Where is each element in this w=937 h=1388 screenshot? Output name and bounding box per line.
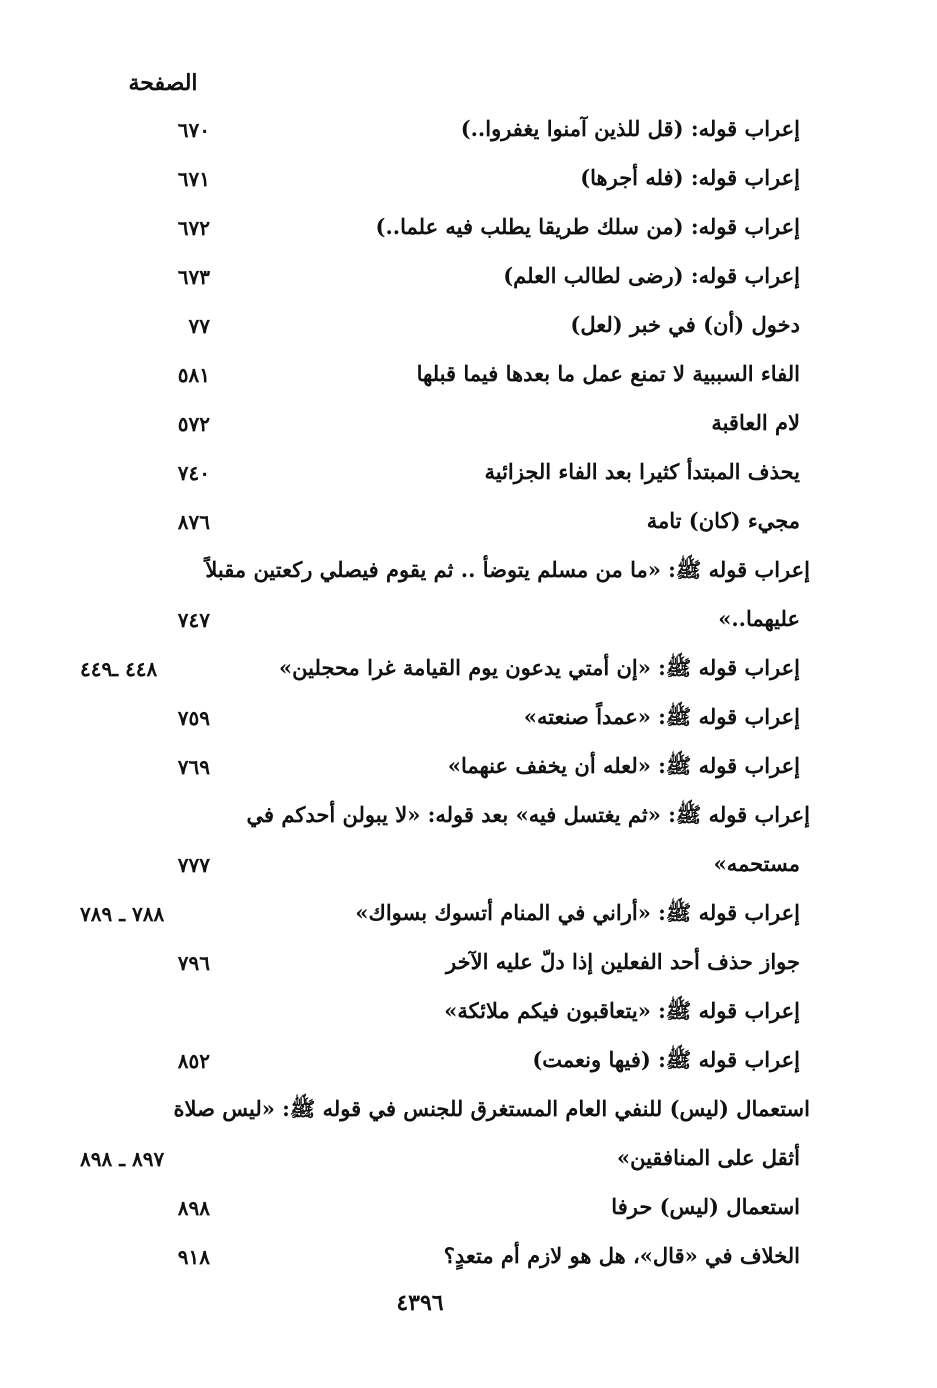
index-entry [60, 941, 800, 990]
index-entry [60, 353, 800, 402]
entry-topic: يحذف المبتدأ كثيرا بعد الفاء الجزائية [484, 459, 800, 484]
index-entry [60, 157, 800, 206]
entry-page: ٥٧٢ [177, 412, 210, 436]
entry-topic: جواز حذف أحد الفعلين إذا دلّ عليه الآخر [446, 949, 800, 974]
entry-topic: أثقل على المنافقين» [616, 1145, 800, 1170]
entry-topic: إعراب قوله: (رضى لطالب العلم) [503, 263, 800, 288]
entry-topic: إعراب قوله ﷺ: «لعله أن يخفف عنهما» [447, 753, 800, 778]
entry-page: ٧٦٩ [177, 755, 210, 779]
entry-topic: مستحمه» [713, 851, 800, 876]
entry-page: ٨٧٦ [177, 510, 210, 534]
index-entry [60, 304, 800, 353]
index-entry [60, 451, 800, 500]
index-entry [60, 745, 800, 794]
entry-topic: استعمال (ليس) حرفا [611, 1194, 800, 1219]
index-entry [60, 402, 800, 451]
entry-topic: إعراب قوله: (من سلك طريقا يطلب فيه علما..) [375, 214, 800, 239]
index-entry [60, 696, 800, 745]
index-entry [60, 549, 810, 598]
entry-page: ٨٩٨ [177, 1196, 210, 1220]
index-entry [60, 647, 800, 696]
entry-page: ٧٥٩ [177, 706, 210, 730]
entry-page: ٤٤٨ ـ٤٤٩ [80, 657, 158, 681]
index-entry [60, 598, 800, 647]
entry-topic: إعراب قوله ﷺ: «ما من مسلم يتوضأ .. ثم يقوم فيصلي ركعتين مقبلاً [205, 557, 810, 582]
entry-topic: إعراب قوله ﷺ: «إن أمتي يدعون يوم القيامة غرا محجلين» [279, 655, 800, 680]
entry-topic: إعراب قوله: (قل للذين آمنوا يغفروا..) [460, 116, 800, 141]
entry-topic: إعراب قوله: (فله أجرها) [580, 165, 800, 190]
entry-page: ٧٩٦ [177, 951, 210, 975]
entry-topic: الخلاف في «قال»، هل هو لازم أم متعدٍ؟ [443, 1243, 800, 1268]
entry-page: ٧٤٠ [177, 461, 210, 485]
entry-topic: إعراب قوله ﷺ: «أراني في المنام أتسوك بسواك» [355, 900, 800, 925]
index-entry [60, 206, 800, 255]
entry-topic: لام العاقبة [711, 410, 800, 435]
entry-topic: الفاء السببية لا تمنع عمل ما بعدها فيما قبلها [416, 361, 800, 386]
entry-page: ٦٧٠ [177, 118, 210, 142]
entry-topic: عليهما..» [718, 606, 800, 631]
entry-page: ٧٨٨ ـ ٧٨٩ [80, 902, 165, 926]
entry-page: ٧٧٧ [177, 853, 210, 877]
index-entry [60, 892, 800, 941]
index-entry [60, 500, 800, 549]
page-number: ٤٣٩٦ [396, 1290, 444, 1316]
index-entry [60, 1137, 800, 1186]
index-entry [60, 1186, 800, 1235]
entry-page: ٧٤٧ [177, 608, 210, 632]
page-column-header: الصفحة [128, 70, 198, 96]
index-entry [60, 1235, 800, 1284]
entry-page: ٩١٨ [177, 1245, 210, 1269]
index-entry [60, 990, 800, 1039]
index-entry [60, 794, 810, 843]
entry-page: ٨٥٢ [177, 1049, 210, 1073]
entry-page: ٦٧٢ [177, 216, 210, 240]
entry-page: ٥٨١ [177, 363, 210, 387]
entry-page: ٧٧ [188, 314, 210, 338]
entry-page: ٦٧١ [177, 167, 210, 191]
index-entry [60, 1039, 800, 1088]
index-entry [60, 1088, 810, 1137]
index-entry [60, 843, 800, 892]
entry-topic: إعراب قوله ﷺ: «عمداً صنعته» [523, 704, 800, 729]
entry-topic: إعراب قوله ﷺ: (فيها ونعمت) [532, 1047, 800, 1072]
entry-topic: إعراب قوله ﷺ: «ثم يغتسل فيه» بعد قوله: «لا يبولن أحدكم في [246, 802, 810, 827]
index-entry [60, 255, 800, 304]
entry-page: ٦٧٣ [177, 265, 210, 289]
index-entries [60, 108, 810, 1284]
entry-topic: استعمال (ليس) للنفي العام المستغرق للجنس في قوله ﷺ: «ليس صلاة [173, 1096, 810, 1121]
entry-topic: إعراب قوله ﷺ: «يتعاقبون فيكم ملائكة» [444, 998, 800, 1023]
entry-topic: مجيء (كان) تامة [646, 508, 800, 533]
index-entry [60, 108, 800, 157]
entry-topic: دخول (أن) في خبر (لعل) [570, 312, 800, 337]
entry-page: ٨٩٧ ـ ٨٩٨ [80, 1147, 165, 1171]
